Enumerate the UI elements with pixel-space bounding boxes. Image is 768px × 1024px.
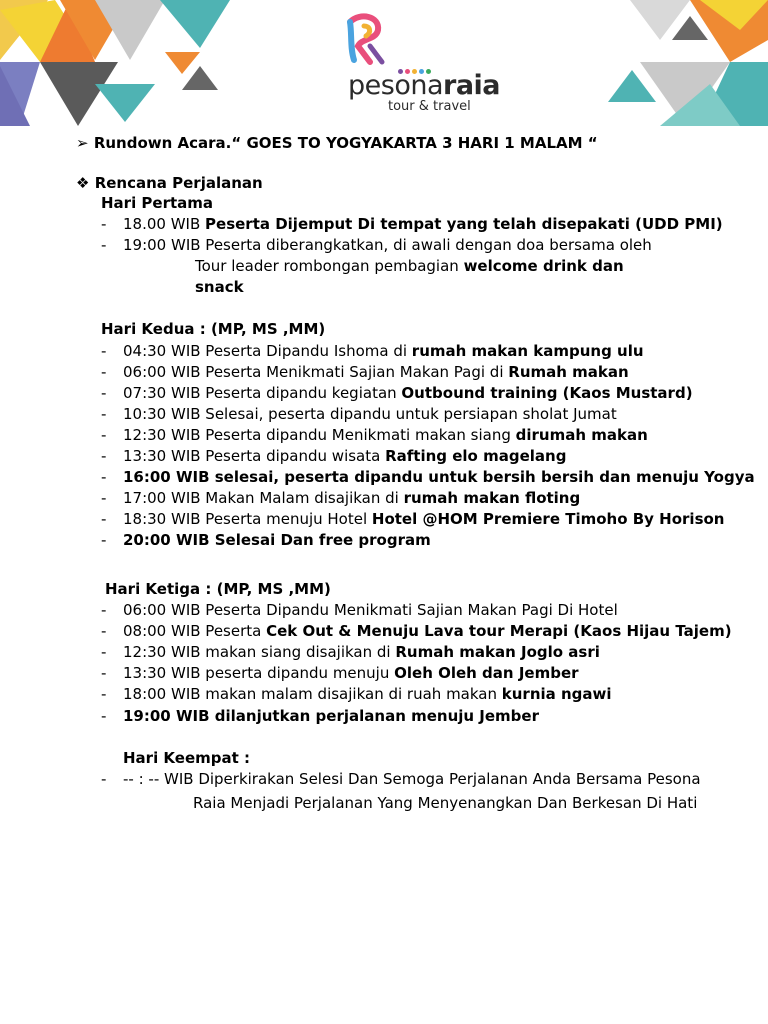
list-dash: - xyxy=(101,426,107,444)
list-item: 18.00 WIB Peserta Dijemput Di tempat yang telah disepakati (UDD PMI) xyxy=(123,215,723,233)
list-item: 07:30 WIB Peserta dipandu kegiatan Outbound training (Kaos Mustard) xyxy=(123,384,693,402)
list-dash: - xyxy=(101,342,107,360)
list-item: 17:00 WIB Makan Malam disajikan di rumah makan floting xyxy=(123,489,581,507)
list-dash: - xyxy=(101,601,107,619)
list-dash: - xyxy=(101,707,107,725)
closing-line: -- : -- WIB Diperkirakan Selesi Dan Semoga Perjalanan Anda Bersama Pesona xyxy=(123,770,701,788)
day3-title: Hari Ketiga : (MP, MS ,MM) xyxy=(105,580,331,598)
list-item-continued: snack xyxy=(195,278,244,296)
list-dash: - xyxy=(101,215,107,233)
list-item: 20:00 WIB Selesai Dan free program xyxy=(123,531,431,549)
logo-brand: pesonaraia xyxy=(348,70,501,101)
list-dash: - xyxy=(101,622,107,640)
list-item: 06:00 WIB Peserta Dipandu Menikmati Sajian Makan Pagi Di Hotel xyxy=(123,601,618,619)
list-item: 08:00 WIB Peserta Cek Out & Menuju Lava tour Merapi (Kaos Hijau Tajem) xyxy=(123,622,732,640)
list-item: 12:30 WIB makan siang disajikan di Rumah makan Joglo asri xyxy=(123,643,600,661)
list-item: 19:00 WIB Peserta diberangkatkan, di awali dengan doa bersama oleh xyxy=(123,236,652,254)
list-dash: - xyxy=(101,510,107,528)
list-item: 06:00 WIB Peserta Menikmati Sajian Makan Pagi di Rumah makan xyxy=(123,363,629,381)
list-item: 10:30 WIB Selesai, peserta dipandu untuk persiapan sholat Jumat xyxy=(123,405,617,423)
list-item: 04:30 WIB Peserta Dipandu Ishoma di rumah makan kampung ulu xyxy=(123,342,644,360)
list-item: 12:30 WIB Peserta dipandu Menikmati makan siang dirumah makan xyxy=(123,426,648,444)
list-dash: - xyxy=(101,531,107,549)
list-item: 13:30 WIB Peserta dipandu wisata Rafting elo magelang xyxy=(123,447,567,465)
list-dash: - xyxy=(101,447,107,465)
arrow-bullet-icon: ➢ xyxy=(76,134,89,152)
list-dash: - xyxy=(101,770,107,788)
list-dash: - xyxy=(101,468,107,486)
list-item: 13:30 WIB peserta dipandu menuju Oleh Oleh dan Jember xyxy=(123,664,579,682)
rundown-title: ➢ Rundown Acara.“ GOES TO YOGYAKARTA 3 HARI 1 MALAM “ xyxy=(76,134,598,152)
plan-heading: ❖ Rencana Perjalanan xyxy=(76,174,263,192)
list-dash: - xyxy=(101,685,107,703)
day4-title: Hari Keempat : xyxy=(123,749,251,767)
diamond-bullet-icon: ❖ xyxy=(76,174,90,192)
list-dash: - xyxy=(101,664,107,682)
logo-tagline: tour & travel xyxy=(388,99,471,114)
list-dash: - xyxy=(101,643,107,661)
list-item: 18:30 WIB Peserta menuju Hotel Hotel @HOM Premiere Timoho By Horison xyxy=(123,510,725,528)
list-item: 16:00 WIB selesai, peserta dipandu untuk bersih bersih dan menuju Yogya xyxy=(123,468,755,486)
list-dash: - xyxy=(101,405,107,423)
day2-title: Hari Kedua : (MP, MS ,MM) xyxy=(101,320,326,338)
list-item: 18:00 WIB makan malam disajikan di ruah makan kurnia ngawi xyxy=(123,685,612,703)
list-item: 19:00 WIB dilanjutkan perjalanan menuju Jember xyxy=(123,707,539,725)
day1-title: Hari Pertama xyxy=(101,194,214,212)
closing-line-continued: Raia Menjadi Perjalanan Yang Menyenangkan Dan Berkesan Di Hati xyxy=(193,794,698,812)
list-dash: - xyxy=(101,384,107,402)
list-dash: - xyxy=(101,363,107,381)
list-dash: - xyxy=(101,236,107,254)
list-dash: - xyxy=(101,489,107,507)
list-item-continued: Tour leader rombongan pembagian welcome drink dan xyxy=(195,257,624,275)
